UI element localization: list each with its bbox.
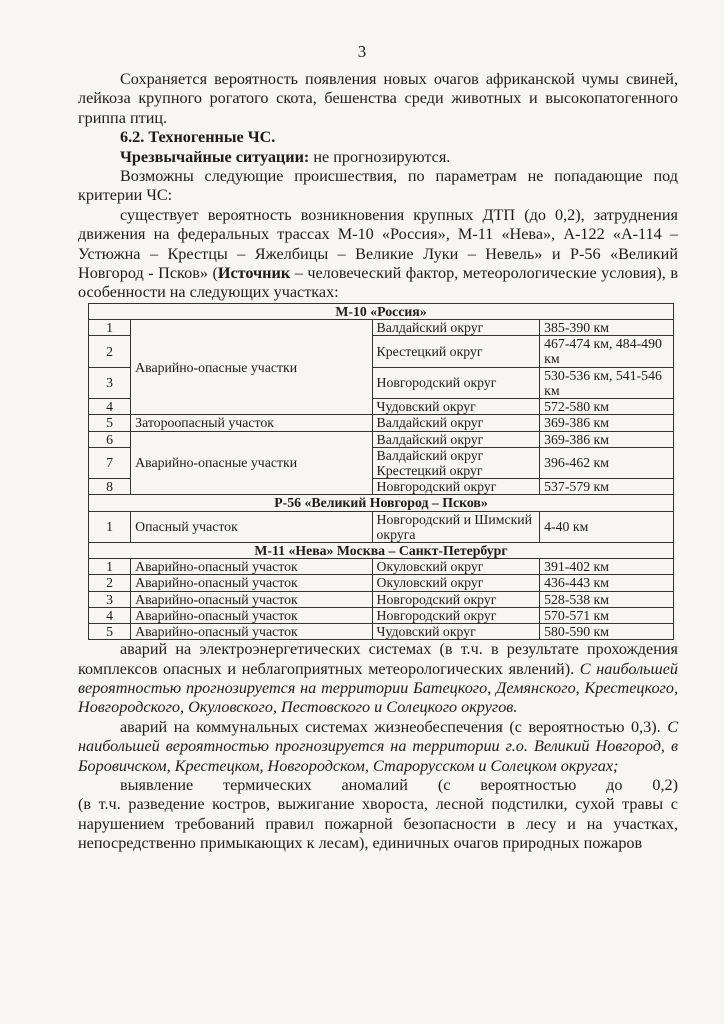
row-number: 7 (89, 447, 131, 478)
road-text-start: существует вероятность возникновения крупных ДТП (до 0,2), затруднения движения на федеральных трассах М-10 «Россия», М-11 «Нева», А-122 «А-114 – Устюжна – Крестцы – Яжелбицы – Великие Луки – Невель» и Р-56 «Великий Новгород - Псков» ( (78, 205, 678, 283)
utility-forecast: С наибольшей вероятностью прогнозируется на территории г.о. Великий Новгород, в Боровичском, Крестецком, Новгородском, Старорусском и Солецком округах; (78, 717, 678, 775)
km-range: 572-580 км (540, 399, 674, 415)
row-number: 8 (89, 479, 131, 495)
section-type: Аварийно-опасный участок (131, 591, 372, 607)
district: Новгородский округ (372, 479, 540, 495)
table-row (89, 415, 674, 431)
road-title-m11: М-11 «Нева» Москва – Санкт-Петербург (89, 542, 674, 558)
table-row (89, 559, 674, 575)
paragraph-incidents-intro: Возможны следующие происшествия, по параметрам не попадающие под критерии ЧС: (78, 167, 678, 205)
road-title-m10: М-10 «Россия» (89, 303, 674, 319)
section-type: Аварийно-опасные участки (131, 431, 372, 495)
paragraph-thermal-anomalies: (в т.ч. разведение костров, выжигание хвороста, лесной подстилки, сухой травы с нарушением требований правил пожарной безопасности в лесу и на участках, непосредственно примыкающих к лесам), единичных очагов природных пожаров (78, 795, 678, 853)
table-row (89, 320, 674, 336)
power-text: аварий на электроэнергетических системах (в т.ч. в результате прохождения комплексов опасных и неблагоприятных метеорологических явлений). (78, 640, 678, 678)
section-type: Опасный участок (131, 511, 372, 542)
section-type: Аварийно-опасный участок (131, 623, 372, 639)
row-number: 1 (89, 320, 131, 336)
km-range: 391-402 км (540, 559, 674, 575)
district: Окуловский округ (372, 559, 540, 575)
row-number: 5 (89, 415, 131, 431)
row-number: 2 (89, 575, 131, 591)
section-type: Аварийно-опасный участок (131, 607, 372, 623)
district: Чудовский округ (372, 623, 540, 639)
paragraph-power-failures (78, 640, 678, 718)
paragraph-road-accidents (78, 206, 678, 303)
table-row (89, 607, 674, 623)
row-number: 3 (89, 367, 131, 398)
table-road-header (89, 495, 674, 511)
km-range: 530-536 км, 541-546 км (540, 367, 674, 398)
km-range: 528-538 км (540, 591, 674, 607)
table-row (89, 575, 674, 591)
road-title-p56: Р-56 «Великий Новгород – Псков» (89, 495, 674, 511)
table-road-header (89, 542, 674, 558)
district: Окуловский округ (372, 575, 540, 591)
emergency-text: не прогнозируются. (309, 147, 451, 166)
emergency-label: Чрезвычайные ситуации: (120, 147, 310, 166)
row-number: 3 (89, 591, 131, 607)
km-range: 436-443 км (540, 575, 674, 591)
km-range: 369-386 км (540, 431, 674, 447)
table-row (89, 623, 674, 639)
section-type: Аварийно-опасные участки (131, 320, 372, 415)
paragraph-animal-diseases: Сохраняется вероятность появления новых очагов африканской чумы свиней, лейкоза крупного рогатого скота, бешенства среди животных и высокопатогенного гриппа птиц. (78, 70, 678, 127)
source-label: Источник (217, 264, 291, 283)
row-number: 1 (89, 511, 131, 542)
road-sections-table (88, 303, 674, 640)
section-type: Аварийно-опасный участок (131, 559, 372, 575)
district: Новгородский и Шимский округа (372, 511, 540, 542)
district: Новгородский округ (372, 591, 540, 607)
row-number: 4 (89, 607, 131, 623)
road-text-end: – человеческий фактор, метеорологические условия), в особенности на следующих участках: (78, 264, 678, 302)
district: Крестецкий округ (372, 336, 540, 367)
district: Валдайский округ (372, 320, 540, 336)
row-number: 6 (89, 431, 131, 447)
km-range: 467-474 км, 484-490 км (540, 336, 674, 367)
district: Валдайский округ (372, 431, 540, 447)
km-range: 4-40 км (540, 511, 674, 542)
km-range: 570-571 км (540, 607, 674, 623)
row-number: 1 (89, 559, 131, 575)
paragraph-thermal-line1: выявление термических аномалий (с вероятностью до 0,2) (120, 775, 678, 794)
district: Чудовский округ (372, 399, 540, 415)
km-range: 537-579 км (540, 479, 674, 495)
row-number: 2 (89, 336, 131, 367)
district: Новгородский округ (372, 607, 540, 623)
page-number: 3 (357, 42, 367, 61)
paragraph-emergencies (78, 148, 678, 167)
section-type: Заторoопасный участок (131, 415, 372, 431)
row-number: 5 (89, 623, 131, 639)
row-number: 4 (89, 399, 131, 415)
power-forecast: С наибольшей вероятностью прогнозируется на территории Батецкого, Демянского, Крестецкого, Новгородского, Окуловского, Пестовского и Солецкого округов. (78, 659, 678, 717)
km-range: 396-462 км (540, 447, 674, 478)
table-road-header (89, 303, 674, 319)
km-range: 369-386 км (540, 415, 674, 431)
km-range: 580-590 км (540, 623, 674, 639)
km-range: 385-390 км (540, 320, 674, 336)
section-heading: 6.2. Техногенные ЧС. (120, 128, 276, 147)
district: Валдайский округ Крестецкий округ (372, 447, 540, 478)
district: Валдайский округ (372, 415, 540, 431)
table-row (89, 511, 674, 542)
district: Новгородский округ (372, 367, 540, 398)
section-type: Аварийно-опасный участок (131, 575, 372, 591)
utility-text: аварий на коммунальных системах жизнеобеспечения (с вероятностью 0,3). (120, 717, 668, 736)
table-row (89, 431, 674, 447)
table-row (89, 591, 674, 607)
document-body (78, 70, 678, 854)
paragraph-utility-failures (78, 718, 678, 776)
